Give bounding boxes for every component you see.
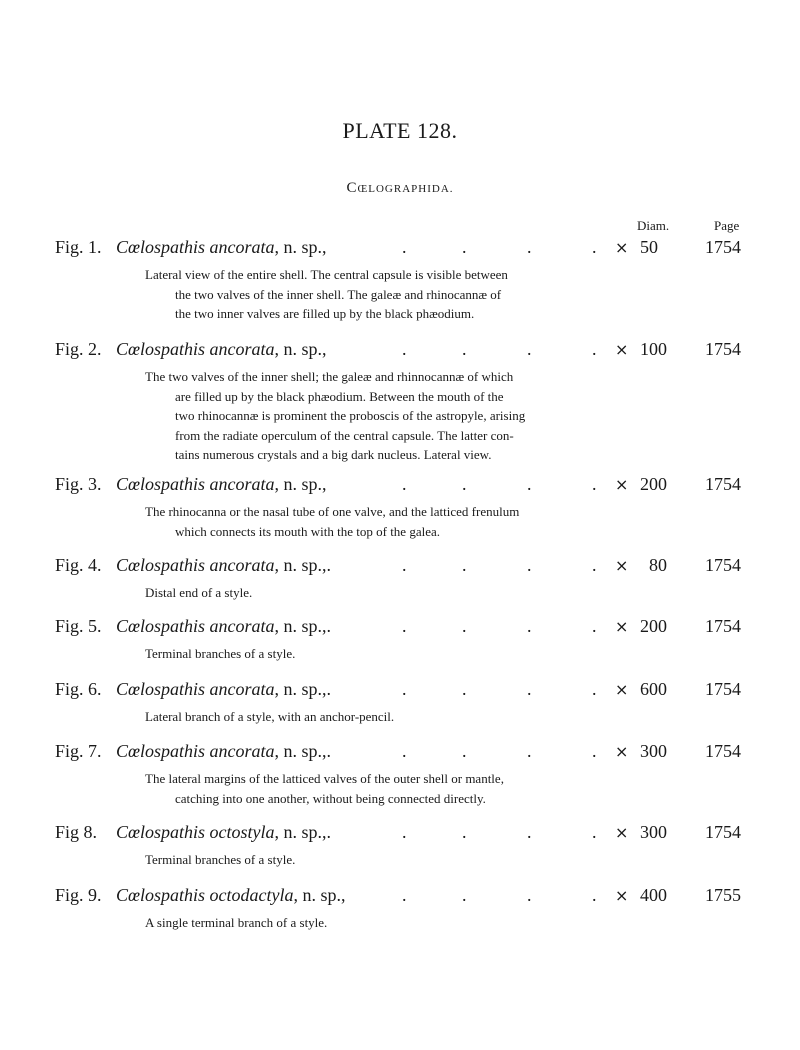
figure-description	[145, 913, 595, 933]
figure-entry-1: Fig. 1. Cœlospathis ancorata, n. sp., . . . . × 50 1754 Lateral view of the entire shell. The central capsule is visible between the two valves of the inner shell. The galeæ and rhinocannæ of the two inner valves are filled up by the black phæodium.	[0, 237, 800, 324]
species-suffix: , n. sp.,.	[274, 616, 332, 636]
figure-entry-5: Fig. 5. Cœlospathis ancorata, n. sp.,. . . . . × 200 1754 Terminal branches of a style.	[0, 616, 800, 664]
species-name	[116, 339, 327, 360]
species-genus: Cœlospathis ancorata	[116, 741, 275, 761]
plate-title: PLATE 128.	[342, 118, 458, 143]
description-line: two rhinocannæ is prominent the proboscis of the astropyle, arising	[175, 408, 526, 423]
species-suffix: , n. sp.,	[274, 474, 327, 494]
description-line: tains numerous crystals and a big dark nucleus. Lateral view.	[175, 447, 492, 462]
species-suffix: , n. sp.,.	[274, 555, 332, 575]
description-line: the two valves of the inner shell. The galeæ and rhinocannæ of	[175, 286, 502, 302]
diam-value: 300	[640, 741, 667, 761]
page-number: 1754	[705, 822, 741, 842]
figure-entry-9: Fig. 9. Cœlospathis octodactyla, n. sp., . . . . × 400 1755 A single terminal branch of a style.	[0, 885, 800, 933]
description-line: from the radiate operculum of the central capsule. The latter con-	[175, 427, 514, 443]
description-line: The lateral margins of the latticed valves of the outer shell or mantle,	[145, 771, 504, 786]
column-header-diam: Diam.	[637, 218, 670, 233]
description-line: The rhinocanna or the nasal tube of one valve, and the latticed frenulum	[145, 504, 520, 519]
figure-entry-6: Fig. 6. Cœlospathis ancorata, n. sp.,. . . . . × 600 1754 Lateral branch of a style, with an anchor-pencil.	[0, 679, 800, 727]
diam-value: 200	[640, 616, 667, 636]
family-title-initial: C	[346, 180, 358, 196]
figure-description	[145, 707, 595, 727]
figure-label: Fig. 6.	[55, 679, 102, 699]
times-sign: ×	[615, 742, 629, 761]
figure-label: Fig 8.	[55, 822, 98, 842]
species-suffix: , n. sp.,	[274, 237, 327, 257]
description-line: A single terminal branch of a style.	[145, 915, 328, 930]
page-number: 1754	[705, 555, 741, 575]
diam-value: 600	[640, 679, 667, 699]
species-name	[116, 741, 331, 762]
diam-value: 400	[640, 885, 667, 905]
times-sign: ×	[615, 238, 629, 257]
description-line: are filled up by the black phæodium. Between the mouth of the	[175, 388, 504, 404]
species-genus: Cœlospathis ancorata	[116, 237, 275, 257]
page-number: 1754	[705, 339, 741, 359]
species-genus: Cœlospathis ancorata	[116, 339, 275, 359]
page-number: 1754	[705, 237, 741, 257]
species-name	[116, 237, 327, 258]
times-sign: ×	[615, 475, 629, 494]
species-suffix: , n. sp.,.	[274, 679, 332, 699]
description-line: catching into one another, without being connected directly.	[175, 790, 486, 806]
description-line: Distal end of a style.	[145, 585, 253, 600]
family-title-rest: ŒLOGRAPHIDA.	[357, 183, 454, 195]
species-name	[116, 555, 331, 576]
species-genus: Cœlospathis ancorata	[116, 474, 275, 494]
diam-value: 100	[640, 339, 667, 359]
figure-entry-2: Fig. 2. Cœlospathis ancorata, n. sp., . . . . × 100 1754 The two valves of the inner shell; the galeæ and rhinnocannæ of which are filled up by the black phæodium. Between the mouth of the two rhinocannæ is prominent the proboscis of the astropyle, arising from the radiate operculum of the central capsule. The latter con- tains numerous crystals and a big dark nucleus. Lateral view.	[0, 339, 800, 465]
family-title	[0, 180, 800, 197]
description-line: Terminal branches of a style.	[145, 852, 296, 867]
species-name	[116, 822, 331, 843]
figure-entry-3: Fig. 3. Cœlospathis ancorata, n. sp., . . . . × 200 1754 The rhinocanna or the nasal tube of one valve, and the latticed frenulum which connects its mouth with the top of the galea.	[0, 474, 800, 541]
figure-label: Fig. 1.	[55, 237, 102, 257]
species-name	[116, 679, 331, 700]
description-line: Lateral branch of a style, with an anchor-pencil.	[145, 709, 395, 724]
species-suffix: , n. sp.,.	[274, 741, 332, 761]
page-number: 1755	[705, 885, 741, 905]
times-sign: ×	[615, 823, 629, 842]
times-sign: ×	[615, 680, 629, 699]
diam-value: 50	[640, 237, 658, 257]
times-sign: ×	[615, 340, 629, 359]
diam-value: 200	[640, 474, 667, 494]
description-line: which connects its mouth with the top of the galea.	[175, 523, 440, 539]
figure-description	[145, 583, 595, 603]
figure-label: Fig. 5.	[55, 616, 102, 636]
description-line: The two valves of the inner shell; the galeæ and rhinnocannæ of which	[145, 369, 514, 384]
species-genus: Cœlospathis octostyla	[116, 822, 275, 842]
figure-description	[145, 644, 595, 664]
figure-description	[145, 502, 595, 541]
figure-label: Fig. 2.	[55, 339, 102, 359]
species-name	[116, 474, 327, 495]
figure-label: Fig. 4.	[55, 555, 102, 575]
species-genus: Cœlospathis ancorata	[116, 555, 275, 575]
diam-value: 300	[640, 822, 667, 842]
times-sign: ×	[615, 886, 629, 905]
times-sign: ×	[615, 617, 629, 636]
page-number: 1754	[705, 741, 741, 761]
species-genus: Cœlospathis ancorata	[116, 616, 275, 636]
times-sign: ×	[615, 556, 629, 575]
description-line: Terminal branches of a style.	[145, 646, 296, 661]
figure-description	[145, 769, 595, 808]
figure-entry-7: Fig. 7. Cœlospathis ancorata, n. sp.,. . . . . × 300 1754 The lateral margins of the latticed valves of the outer shell or mantle, catching into one another, without being connected directly.	[0, 741, 800, 808]
page-number: 1754	[705, 474, 741, 494]
figure-description	[145, 850, 595, 870]
species-suffix: , n. sp.,	[274, 339, 327, 359]
figure-label: Fig. 9.	[55, 885, 102, 905]
species-genus: Cœlospathis octodactyla	[116, 885, 294, 905]
page-number: 1754	[705, 616, 741, 636]
description-line: Lateral view of the entire shell. The central capsule is visible between	[145, 267, 508, 282]
figure-description	[145, 265, 595, 324]
figure-label: Fig. 7.	[55, 741, 102, 761]
species-genus: Cœlospathis ancorata	[116, 679, 275, 699]
species-suffix: , n. sp.,.	[274, 822, 332, 842]
figure-description	[145, 367, 595, 465]
species-name	[116, 885, 346, 906]
diam-value: 80	[649, 555, 667, 575]
description-line: the two inner valves are filled up by the black phæodium.	[175, 306, 475, 321]
figure-entry-8: Fig 8. Cœlospathis octostyla, n. sp.,. . . . . × 300 1754 Terminal branches of a style.	[0, 822, 800, 870]
figure-label: Fig. 3.	[55, 474, 102, 494]
species-suffix: , n. sp.,	[293, 885, 346, 905]
column-header-page: Page	[714, 218, 740, 233]
page-number: 1754	[705, 679, 741, 699]
species-name	[116, 616, 331, 637]
figure-entry-4: Fig. 4. Cœlospathis ancorata, n. sp.,. . . . . × 80 1754 Distal end of a style.	[0, 555, 800, 603]
